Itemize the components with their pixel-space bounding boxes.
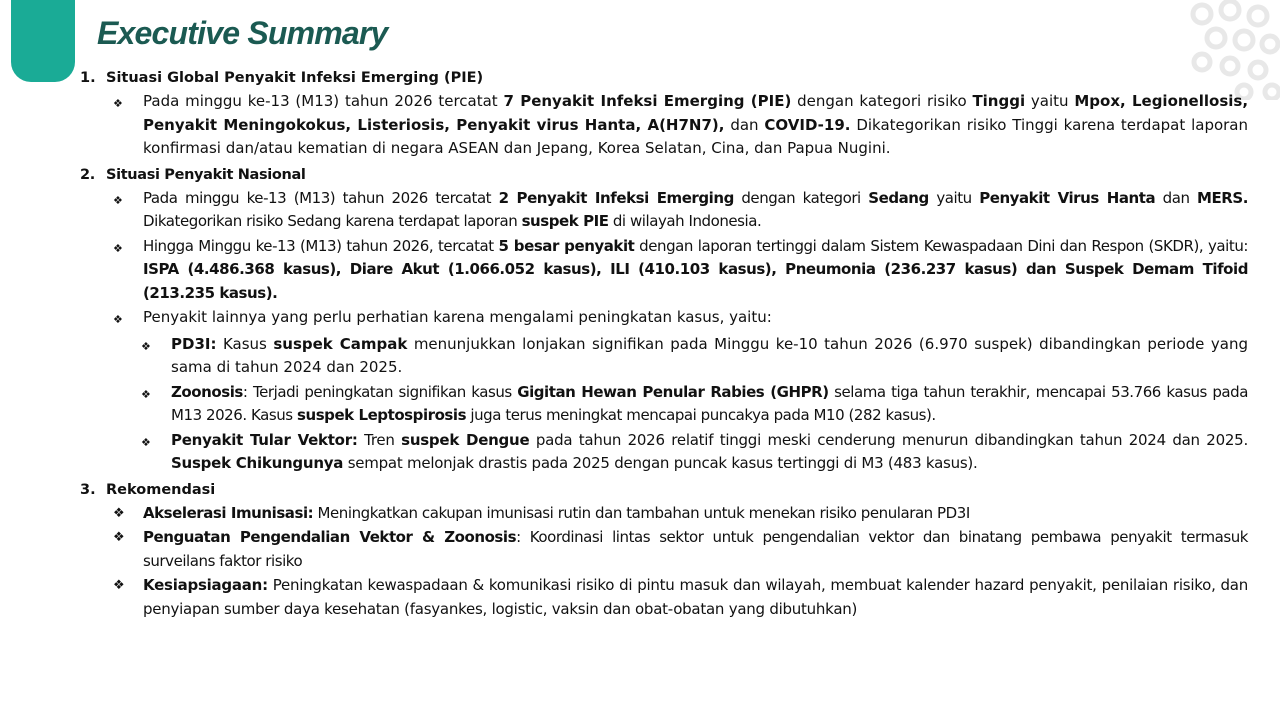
- accent-tab: [11, 0, 75, 82]
- bullet-item: [80, 574, 1248, 621]
- diamond-bullet-icon: ❖: [141, 339, 151, 353]
- section-heading-national: [80, 163, 1248, 187]
- section-heading-global: [80, 66, 1248, 90]
- bold-text: Penyakit Tular Vektor:: [171, 430, 358, 449]
- section-number: 2.: [80, 166, 95, 183]
- text-run: Kasus: [216, 334, 274, 353]
- summary-content: [80, 64, 1248, 622]
- bold-text: 5 besar penyakit: [498, 236, 635, 255]
- text-run: di wilayah Indonesia.: [608, 212, 762, 230]
- diamond-bullet-icon: ❖: [113, 530, 125, 545]
- bullet-item: [80, 187, 1248, 234]
- bullet-item: [80, 306, 1248, 332]
- section-number: 3.: [80, 481, 96, 498]
- section-title: Rekomendasi: [106, 481, 216, 498]
- bullet-text: [143, 306, 1248, 330]
- text-run: dengan kategori: [733, 188, 869, 207]
- text-run: dan: [724, 115, 765, 134]
- bold-text: ISPA (4.486.368 kasus), Diare Akut (1.066.052 kasus), ILI (410.103 kasus), Pneumonia (236.237 kasus) dan Suspek Demam Tifoid (213.235 kasus).: [143, 260, 1248, 302]
- diamond-bullet-icon: ❖: [113, 193, 123, 207]
- text-run: Dikategorikan risiko Tinggi karena terdapat laporan konfirmasi dan/atau kematian di negara ASEAN dan Jepang, Korea Selatan, Cina, dan Papua Nugini.: [143, 115, 1249, 157]
- diamond-bullet-icon: ❖: [113, 241, 123, 255]
- bullet-text: [171, 333, 1248, 380]
- text-run: selama tiga tahun terakhir, mencapai 53.766 kasus pada M13 2026. Kasus: [171, 382, 1248, 424]
- text-run: Tren: [357, 430, 402, 449]
- bullet-text: [171, 381, 1248, 428]
- diamond-bullet-icon: ❖: [141, 387, 151, 401]
- bullet-item: [80, 90, 1248, 161]
- bullet-item: [80, 526, 1248, 573]
- bullet-text: [143, 235, 1248, 306]
- bold-text: Sedang: [868, 188, 929, 207]
- diamond-bullet-icon: ❖: [141, 435, 151, 449]
- sub-bullet-item: [80, 333, 1248, 380]
- bold-text: 2 Penyakit Infeksi Emerging: [498, 188, 734, 207]
- bold-text: Akselerasi Imunisasi:: [143, 503, 314, 522]
- bullet-text: [143, 574, 1248, 621]
- section-title: Situasi Penyakit Nasional: [106, 166, 306, 183]
- bullet-text: [143, 526, 1248, 573]
- text-run: Penyakit lainnya yang perlu perhatian karena mengalami peningkatan kasus, yaitu:: [143, 308, 772, 326]
- text-run: Hingga Minggu ke-13 (M13) tahun 2026, tercatat: [143, 236, 499, 255]
- text-run: pada tahun 2026 relatif tinggi meski cenderung menurun dibandingkan tahun 2024 dan 2025.: [529, 430, 1248, 449]
- bullet-item: [80, 502, 1248, 526]
- text-run: dengan kategori risiko: [791, 92, 973, 110]
- text-run: Pada minggu ke-13 (M13) tahun 2026 tercatat: [143, 188, 499, 207]
- bold-text: Mpox, Legionellosis, Penyakit Meningokokus, Listeriosis, Penyakit virus Hanta, A(H7N7),: [143, 92, 1249, 134]
- text-run: dengan laporan tertinggi dalam Sistem Kewaspadaan Dini dan Respon (SKDR), yaitu:: [634, 236, 1248, 255]
- bold-text: MERS.: [1197, 188, 1248, 207]
- text-run: : Koordinasi lintas sektor untuk pengendalian vektor dan binatang pembawa penyakit termasuk surveilans faktor risiko: [143, 528, 1249, 570]
- page-title: Executive Summary: [97, 15, 388, 51]
- text-run: Pada minggu ke-13 (M13) tahun 2026 tercatat: [143, 92, 504, 110]
- bold-text: COVID-19.: [764, 115, 851, 134]
- bullet-text: [143, 90, 1248, 161]
- bold-text: suspek Campak: [273, 334, 408, 353]
- text-run: : Terjadi peningkatan signifikan kasus: [242, 382, 518, 401]
- bullet-text: [143, 187, 1248, 234]
- bold-text: Suspek Chikungunya: [171, 454, 344, 472]
- sub-bullet-item: [80, 429, 1248, 476]
- bold-text: Tinggi: [972, 92, 1026, 110]
- text-run: dan: [1155, 188, 1198, 207]
- text-run: Dikategorikan risiko Sedang karena terdapat laporan: [143, 212, 522, 230]
- text-run: yaitu: [928, 188, 980, 207]
- bold-text: suspek Leptospirosis: [296, 406, 467, 424]
- text-run: Meningkatkan cakupan imunisasi rutin dan tambahan untuk menekan risiko penularan PD3I: [313, 503, 970, 522]
- text-run: yaitu: [1025, 92, 1075, 110]
- section-heading-recommendations: [80, 478, 1248, 502]
- sub-bullet-item: [80, 381, 1248, 428]
- text-run: menunjukkan lonjakan signifikan pada Minggu ke-10 tahun 2026 (6.970 suspek) dibandingkan periode yang sama di tahun 2024 dan 2025.: [171, 334, 1248, 376]
- bold-text: Penguatan Pengendalian Vektor & Zoonosis: [143, 528, 517, 546]
- bullet-text: [171, 429, 1248, 476]
- bold-text: PD3I:: [171, 334, 217, 353]
- bullet-text: [143, 502, 1248, 526]
- diamond-bullet-icon: ❖: [113, 505, 125, 521]
- diamond-bullet-icon: ❖: [113, 313, 123, 326]
- bold-text: Zoonosis: [171, 382, 243, 401]
- text-run: juga terus meningkat mencapai puncakya pada M10 (282 kasus).: [466, 406, 936, 424]
- text-run: sempat melonjak drastis pada 2025 dengan puncak kasus tertinggi di M3 (483 kasus).: [343, 454, 978, 472]
- bold-text: suspek Dengue: [401, 430, 530, 449]
- bold-text: 7 Penyakit Infeksi Emerging (PIE): [503, 92, 792, 110]
- text-run: Peningkatan kewaspadaan & komunikasi risiko di pintu masuk dan wilayah, membuat kalender hazard penyakit, penilaian risiko, dan penyiapan sumber daya kesehatan (fasyankes, logistic, vaksin dan obat-obatan yang dibutuhkan): [143, 576, 1248, 618]
- bullet-item: [80, 235, 1248, 306]
- diamond-bullet-icon: ❖: [113, 578, 125, 593]
- bold-text: Gigitan Hewan Penular Rabies (GHPR): [517, 382, 829, 401]
- bold-text: Penyakit Virus Hanta: [979, 188, 1156, 207]
- section-number: 1.: [80, 70, 96, 86]
- bold-text: suspek PIE: [521, 212, 609, 230]
- bold-text: Kesiapsiagaan:: [143, 576, 268, 594]
- section-title: Situasi Global Penyakit Infeksi Emerging (PIE): [106, 70, 484, 86]
- diamond-bullet-icon: ❖: [113, 97, 123, 110]
